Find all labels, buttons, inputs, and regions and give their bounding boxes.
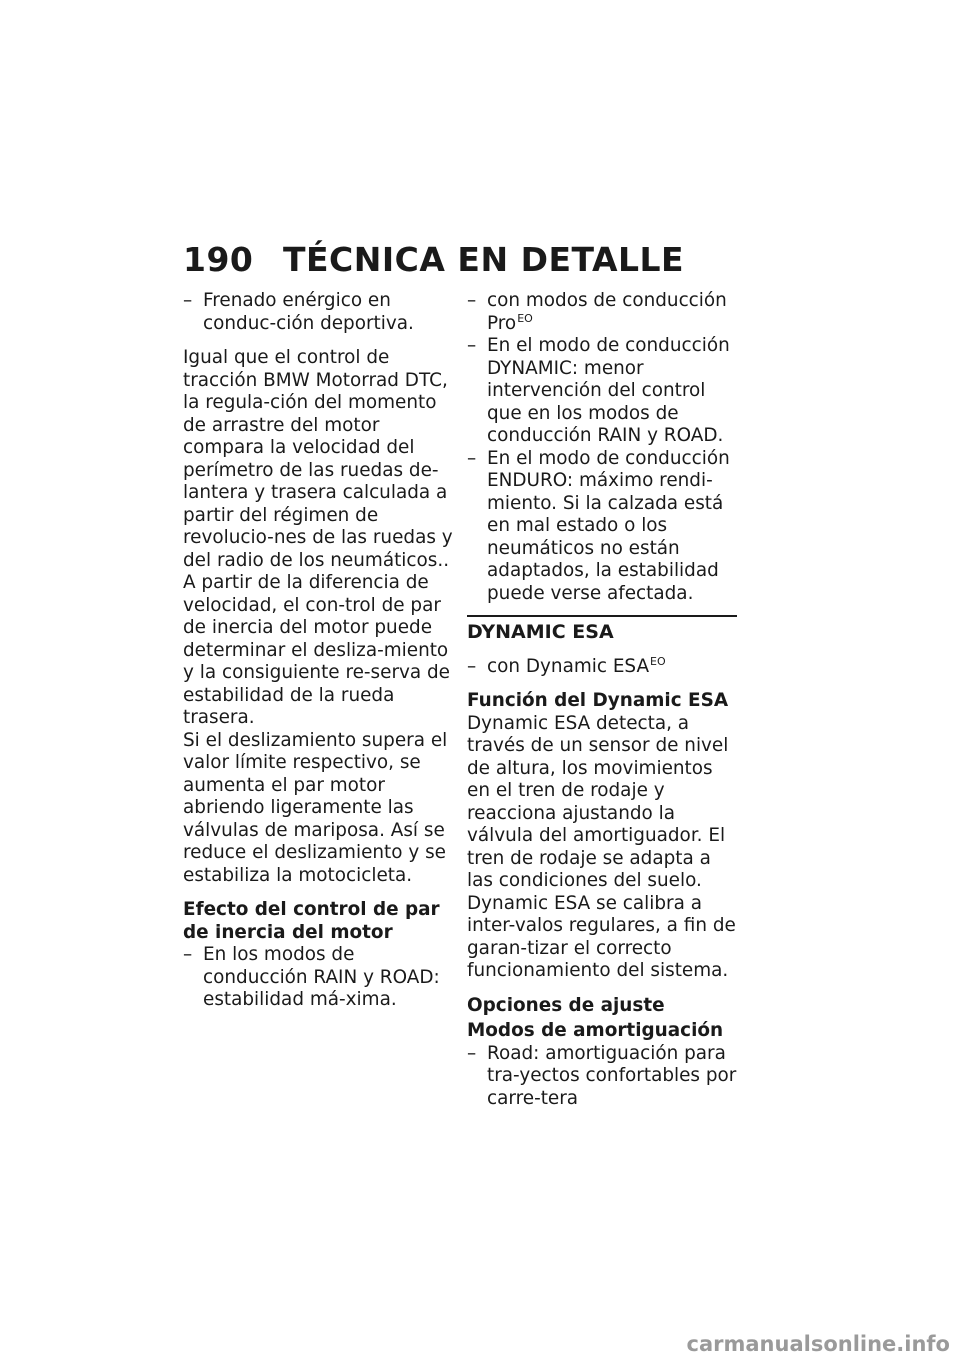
eo-superscript: EO xyxy=(650,654,666,668)
paragraph: Dynamic ESA se calibra a inter-valos regulares, a fin de garan-tizar el correcto funcionamiento del sistema. xyxy=(467,892,736,981)
section-title: DYNAMIC ESA xyxy=(467,621,614,643)
list-item xyxy=(467,448,737,606)
right-column xyxy=(467,290,737,1110)
subheading: Efecto del control de par de inercia del motor xyxy=(183,899,440,943)
list-item xyxy=(183,944,453,1012)
list-item-text: con Dynamic ESA xyxy=(487,655,650,677)
subheading: Modos de amortiguación xyxy=(467,1020,724,1041)
list-item xyxy=(467,656,737,679)
dash-bullet: – xyxy=(467,335,477,356)
dash-bullet: – xyxy=(467,447,477,469)
page-header xyxy=(183,240,684,279)
dash-bullet: – xyxy=(467,290,477,311)
paragraph: Igual que el control de tracción BMW Motorrad DTC, la regula-ción del momento de arrastre del motor compara la velocidad del perímetro de las ruedas de-lantera y trasera calculada a partir del régimen de revolucio-nes de las ruedas y del radio de los neumáticos.. A partir de la diferencia de velocidad, el con-trol de par de inercia del motor puede determinar el desliza-miento y la consiguiente re-serva de estabilidad de la rueda trasera. xyxy=(183,347,453,728)
subheading: Opciones de ajuste xyxy=(467,994,665,1016)
dash-bullet: – xyxy=(183,290,193,311)
list-item xyxy=(467,290,737,335)
paragraph: Si el deslizamiento supera el valor límite respectivo, se aumenta el par motor abriendo ligeramente las válvulas de mariposa. Así se reduce el deslizamiento y se estabiliza la motocicleta. xyxy=(183,729,448,886)
left-column xyxy=(183,290,453,1012)
list-item xyxy=(467,335,737,448)
eo-superscript: EO xyxy=(517,311,533,325)
list-item-text: Road: amortiguación para tra-yectos confortables por carre-tera xyxy=(487,1042,737,1109)
list-item-text: En el modo de conducción ENDURO: máximo rendi-miento. Si la calzada está en mal estado o los neumáticos no están adaptados, la estabilidad puede verse afectada. xyxy=(487,447,730,604)
dash-bullet: – xyxy=(467,655,477,677)
list-item xyxy=(183,290,453,335)
list-item xyxy=(467,1043,737,1111)
list-item-text: En el modo de conducción DYNAMIC: menor intervención del control que en los modos de conducción RAIN y ROAD. xyxy=(487,335,730,446)
section-divider xyxy=(467,615,737,617)
dash-bullet: – xyxy=(183,944,193,965)
dash-bullet: – xyxy=(467,1042,477,1064)
page-title: TÉCNICA EN DETALLE xyxy=(283,240,685,279)
list-item-text: En los modos de conducción RAIN y ROAD: estabilidad má-xima. xyxy=(203,944,440,1010)
subheading: Función del Dynamic ESA xyxy=(467,690,729,711)
page-number: 190 xyxy=(183,240,254,279)
list-item-text: con modos de conducción Pro xyxy=(487,290,727,334)
watermark-url: carmanualsonline.info xyxy=(686,1332,950,1356)
list-item-text: Frenado enérgico en conduc-ción deportiva. xyxy=(203,290,414,334)
paragraph: Dynamic ESA detecta, a través de un sensor de nivel de altura, los movimientos en el tren de rodaje y reacciona ajustando la válvula del amortiguador. El tren de rodaje se adapta a las condiciones del suelo. xyxy=(467,712,729,891)
